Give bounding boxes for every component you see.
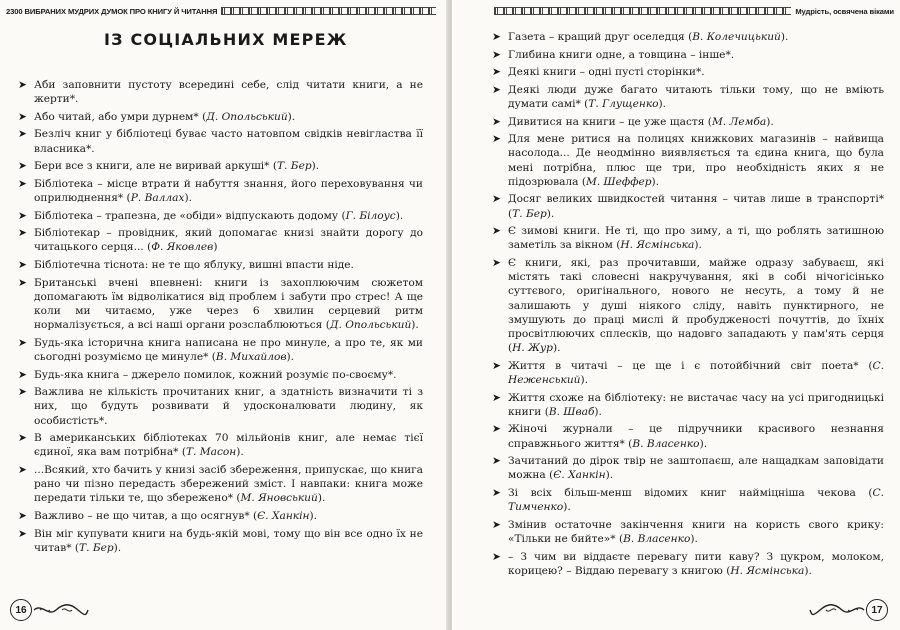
quote-item [18,463,423,506]
quote-author: Н. Жур [512,342,553,355]
quote-item [18,127,423,155]
quote-author: Т. Масон [185,446,237,459]
quote-item [18,385,423,428]
quote-tail: ). [113,541,122,554]
quote-author: С. Тимченко [508,486,884,514]
quote-tail: ). [309,509,318,522]
right-quote-list [492,30,884,581]
quote-author: Н. Ясмінська [620,239,695,252]
arrowhead-bullet-icon: ➤ [492,518,501,531]
quote-author: В. Михайлов [215,350,287,363]
quote-text: Британські вчені впевнені: книги із захоплюючим сюжетом допомагають їм відволікатися від проблем і забути про стрес! А ще коли ми читаємо, уже через 6 хвилин серцевий ритм нормалізується, а всі наші органи розслаблюються ( [34,276,423,332]
quote-text: Будь-яка історична книга написана не про минуле, а про те, як ми сьогодні розуміємо це минуле* ( [34,336,423,363]
arrowhead-bullet-icon: ➤ [492,486,501,499]
quote-tail: ). [236,446,244,459]
quote-item [492,48,884,62]
quote-tail: ). [780,31,789,43]
arrowhead-bullet-icon: ➤ [492,455,501,468]
quote-author: В. Шваб [548,405,595,418]
quote-text: Важлива не кількість прочитаних книг, а здатність визначити ті з них, що будуть розвивати й удосконалювати людину, як особистість*. [34,386,423,427]
arrowhead-bullet-icon: ➤ [18,177,27,190]
quote-text: В американських бібліотеках 70 мільйонів книг, але немає тієї єдиної, яка вам потрібна* ( [34,432,423,459]
quote-author: Є. Ханкін [257,509,310,522]
arrowhead-bullet-icon: ➤ [18,509,27,522]
quote-item [492,224,884,252]
quote-tail: ) [213,241,218,254]
quote-item [492,83,884,111]
quote-author: В. Власенко [623,532,691,545]
quote-item [492,192,884,220]
quote-item [18,159,423,173]
arrowhead-bullet-icon: ➤ [18,110,27,123]
arrowhead-bullet-icon: ➤ [492,31,501,43]
left-header-text: 2300 ВИБРАНИХ МУДРИХ ДУМОК ПРО КНИГУ Й ЧИТАННЯ [6,6,218,16]
quote-item [18,276,423,333]
quote-text: Газета – кращий друг оселедця ( [508,31,693,43]
floral-ornament-icon [808,603,866,617]
quote-author: Є. Ханкін [553,469,606,482]
arrowhead-bullet-icon: ➤ [492,391,501,404]
arrowhead-bullet-icon: ➤ [492,225,501,238]
quote-tail: ). [580,373,588,386]
quote-item [492,454,884,482]
quote-tail: ). [317,492,326,505]
arrowhead-bullet-icon: ➤ [18,527,27,540]
quote-item [492,65,884,79]
quote-item [18,431,423,459]
arrowhead-bullet-icon: ➤ [18,209,27,222]
quote-item [492,518,884,546]
quote-text: Безліч книг у бібліотеці буває часто натовпом свідків невігластва її власника*. [34,128,423,155]
quote-tail: ). [411,319,419,332]
quote-text: Для мене ритися на полицях книжкових магазинів – найвища насолода... Де неодмінно виявляється та єдина книга, що була мені потрібна, плюс ще три, про необхідність яких я не підозрювала ( [508,133,884,188]
left-page [0,0,448,630]
quote-tail: ). [546,207,555,220]
quote-tail: ). [694,239,702,252]
quote-text: Деякі книги – одні пусті сторінки*. [508,66,705,79]
quote-item [18,78,423,106]
quote-text: Бібліотека – місце втрати й набуття знання, його переховування чи оприлюднення* ( [34,177,423,204]
quote-author: Ф. Яковлев [151,241,214,254]
quote-author: Н. Ясмінська [730,564,805,577]
quote-author: М. Яновський [240,492,318,505]
quote-tail: ). [563,501,571,514]
quote-item [492,486,884,514]
page-number-right: 17 [866,599,888,621]
arrowhead-bullet-icon: ➤ [492,83,501,96]
quote-author: В. Власенко [632,437,700,450]
quote-tail: ). [287,110,296,123]
quote-tail: ). [184,191,192,204]
arrowhead-bullet-icon: ➤ [18,463,27,476]
quote-tail: ). [804,564,812,577]
quote-item [492,422,884,450]
arrowhead-bullet-icon: ➤ [492,550,501,563]
quote-text: Життя схоже на бібліотеку: не вистачає часу на усі пригодницькі книги ( [508,391,884,418]
arrowhead-bullet-icon: ➤ [492,256,501,269]
quote-item [492,115,884,129]
left-footer [10,598,90,622]
left-running-header [6,4,440,18]
page-number-left: 16 [10,599,32,621]
quote-tail: ). [651,175,660,188]
quote-text: Зачитаний до дірок твір не заштопаєш, але нащадкам заповідати можна ( [508,455,884,482]
quote-text: Бібліотекар – провідник, який допомагає книзі знайти дорогу до читацького серця... ( [34,227,423,254]
quote-item [492,30,884,44]
quote-text: Глибина книги одне, а товщина – інше*. [508,48,735,61]
right-header-text: Мудрість, освячена віками [795,6,894,16]
arrowhead-bullet-icon: ➤ [492,423,501,436]
arrowhead-bullet-icon: ➤ [492,66,501,79]
quote-item [18,336,423,364]
quote-author: Т. Бер [79,541,114,554]
arrowhead-bullet-icon: ➤ [492,133,501,146]
arrowhead-bullet-icon: ➤ [18,368,27,381]
quote-text: Бібліотечна тіснота: не те що яблуку, вишні впасти ніде. [34,258,354,271]
quote-text: Є зимові книги. Не ті, що про зиму, а ті, що роблять затишною заметіль за вікном ( [508,225,884,252]
arrowhead-bullet-icon: ➤ [18,128,27,141]
quote-author: Д. Опольський [329,319,412,332]
quote-item [18,226,423,254]
quote-author: Т. Бер [276,160,312,173]
quote-tail: ). [286,350,295,363]
quote-author: Т. Бер [512,207,547,220]
quote-text: ...Всякий, хто бачить у книзі засіб збереження, припускає, що книга рано чи пізно передасть збережений зміст. І навпаки: книга може передати тільки те, що збережено* ( [34,463,423,505]
quote-item [492,359,884,387]
right-running-header [490,4,894,18]
quote-text: Бібліотека – трапезна, де «обіди» відпускають додому ( [34,209,346,222]
quote-item [18,258,423,272]
arrowhead-bullet-icon: ➤ [492,359,501,372]
quote-item [492,550,884,578]
quote-tail: ). [605,469,614,482]
quote-item [18,527,423,555]
arrowhead-bullet-icon: ➤ [492,48,501,61]
quote-tail: ). [594,405,602,418]
quote-tail: ). [311,160,320,173]
quote-item [492,256,884,355]
quote-text: Важливо – не що читав, а що осягнув* ( [34,509,258,522]
quote-text: Є книги, які, раз прочитавши, майже одразу забуваєш, які містять такі словесні накручування, які в собі нічогісінько суттєвого, оригінального, нового не несуть, а тому й не залишають у душі ніякого сліду, навіть пунктирного, не змушують до праці мислі й пробудженості почуттів, до їхніх просвітлюючих сплесків, що надовго западають у пам'ять серця ( [508,256,884,355]
quote-text: Змінив остаточне закінчення книги на користь свого крику: «Тільки не бийте»* ( [508,518,884,545]
quote-text: Аби заповнити пустоту всередині себе, слід читати книги, а не жерти*. [34,79,423,106]
quote-author: Г. Білоус [345,209,396,222]
quote-text: Бери все з книги, але не виривай аркуші* ( [34,160,277,173]
quote-tail: ). [395,209,404,222]
quote-tail: ). [699,437,708,450]
header-ornament-icon [494,7,791,15]
quote-author: Р. Валлах [130,191,185,204]
floral-ornament-icon [32,603,90,617]
quote-text: Зі всіх більш-менш відомих книг найміцніша чекова ( [508,486,873,499]
quote-text: Він міг купувати книги на будь-якій мові, тому що він все одно їх не читав* ( [34,527,423,554]
quote-author: С. Неженський [508,359,884,386]
arrowhead-bullet-icon: ➤ [18,336,27,349]
quote-text: Дивитися на книги – це уже щастя ( [508,115,712,128]
quote-tail: ). [658,97,667,110]
quote-text: Досяг великих швидкостей читання – читав лише в транспорті* ( [508,193,884,220]
right-footer [808,598,888,622]
quote-item [18,368,423,382]
quote-text: Життя в читачі – це ще і є потойбічний світ поета* ( [508,359,873,372]
quote-item [18,177,423,205]
arrowhead-bullet-icon: ➤ [492,193,501,206]
quote-tail: ). [690,532,698,545]
arrowhead-bullet-icon: ➤ [18,386,27,399]
quote-author: В. Колечицький [692,31,781,43]
quote-author: М. Лемба [711,115,767,128]
section-title: ІЗ СОЦІАЛЬНИХ МЕРЕЖ [104,30,348,49]
arrowhead-bullet-icon: ➤ [18,258,27,271]
quote-text: Будь-яка книга – джерело помилок, кожний розуміє по-своєму*. [34,368,397,381]
arrowhead-bullet-icon: ➤ [18,432,27,445]
arrowhead-bullet-icon: ➤ [18,276,27,289]
right-page [452,0,900,630]
quote-item [492,391,884,419]
quote-tail: ). [766,115,774,128]
quote-author: Д. Опольський [206,110,288,123]
arrowhead-bullet-icon: ➤ [492,115,501,128]
quote-item [492,132,884,189]
quote-item [18,509,423,523]
arrowhead-bullet-icon: ➤ [18,160,27,173]
quote-text: – З чим ви віддаєте перевагу пити каву? З цукром, молоком, корицею? – Віддаю перевагу з книгою ( [508,550,884,577]
quote-item [18,209,423,223]
quote-item [18,110,423,124]
quote-text: Деякі люди дуже багато читають тільки тому, що не вміють думати самі* ( [508,83,884,110]
quote-text: Жіночі журнали – це підручники красивого незнання справжнього життя* ( [508,423,884,450]
arrowhead-bullet-icon: ➤ [18,79,27,91]
arrowhead-bullet-icon: ➤ [18,227,27,240]
left-quote-list [18,78,423,558]
header-ornament-icon [221,7,436,15]
quote-tail: ). [552,342,561,355]
quote-author: Т. Глущенко [588,97,659,110]
quote-text: Або читай, або умри дурнем* ( [34,110,207,123]
quote-author: М. Шеффер [585,175,652,188]
